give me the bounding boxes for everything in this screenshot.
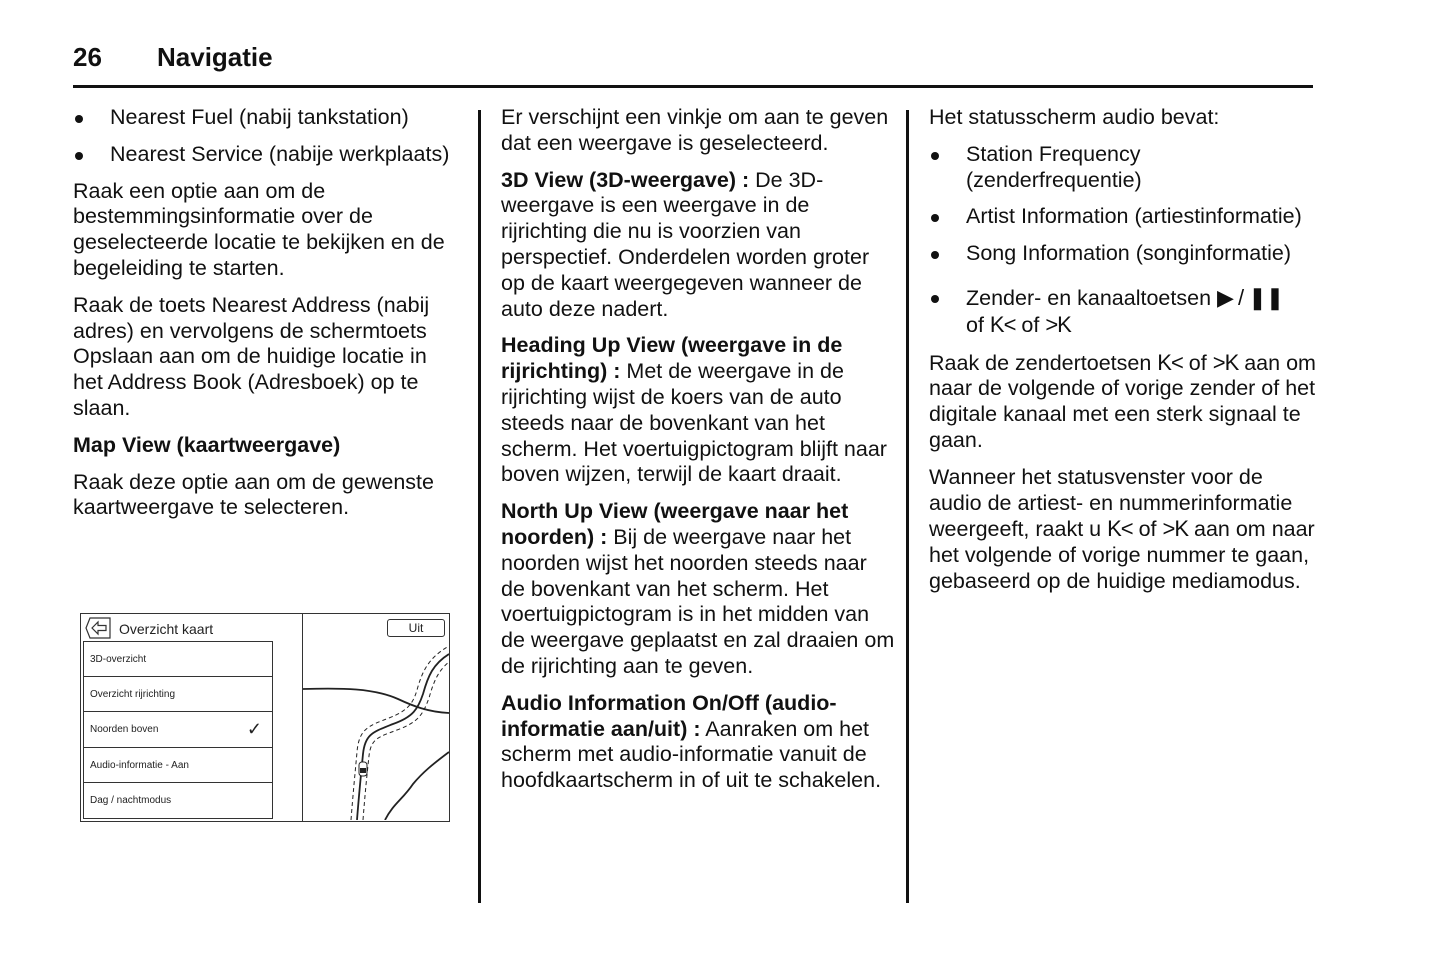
list-item: Song Information (songinformatie) — [929, 241, 1319, 267]
checkmark-icon: ✓ — [246, 719, 262, 739]
map-roads-illustration — [303, 614, 449, 820]
definition-north-up: North Up View (weergave naar het noorden) : Bij de weergave naar het noorden wijst het noorden steeds naar de bovenkant van het scherm. Het voertuigpictogram is in het midden van de weergave geplaatst en zal draaien om de rijrichting aan te geven. — [501, 499, 895, 678]
list-item: Zender- en kanaaltoetsen ▶ / ❚❚ of K< of >K — [929, 285, 1319, 339]
column-divider — [906, 110, 909, 903]
route-road — [357, 654, 449, 820]
bullet-list — [73, 105, 458, 168]
map-preview — [303, 614, 449, 820]
screen-menu-panel — [81, 614, 303, 821]
seek-forward-icon: >K — [1212, 349, 1239, 375]
map-view-screen-illustration — [80, 613, 450, 822]
vehicle-icon — [359, 762, 367, 776]
paragraph: Wanneer het statusvenster voor de audio de artiest- en nummerinformatie weergeeft, raakt u K< of >K aan om naar het volgende of vorige nummer te gaan, gebaseerd op de huidige mediamodus. — [929, 464, 1315, 593]
seek-forward-icon: >K — [1045, 311, 1071, 337]
list-item: Station Frequency (zenderfrequentie) — [929, 142, 1319, 194]
bullet-list — [929, 142, 1319, 339]
bullet-icon — [75, 115, 83, 123]
middle-column — [501, 105, 896, 805]
road-horizontal — [303, 689, 449, 713]
term: Heading Up View (weergave in de rijrichting) : — [501, 333, 843, 384]
road-lower — [385, 752, 449, 820]
menu-item-heading-up[interactable]: Overzicht rijrichting — [83, 677, 273, 713]
menu-item-audio-info[interactable]: Audio-informatie - Aan — [83, 748, 273, 784]
paragraph: Raak de toets Nearest Address (nabij adres) en vervolgens de schermtoets Opslaan aan om de huidige locatie in het Address Book (Adresboek) op te slaan. — [73, 292, 430, 420]
definition-audio-info: Audio Information On/Off (audio-informatie aan/uit) : Aanraken om het scherm met audio-informatie vanuit de hoofdkaartscherm in of uit te schakelen. — [501, 690, 882, 793]
seek-back-icon: K< — [989, 311, 1016, 337]
page-number: 26 — [73, 42, 102, 72]
subheading: Map View (kaartweergave) — [73, 432, 341, 457]
bullet-icon — [931, 152, 939, 160]
bullet-icon — [931, 295, 939, 303]
seek-back-icon: K< — [1107, 516, 1133, 542]
menu-item-3d-view[interactable]: 3D-overzicht — [83, 641, 273, 677]
off-button[interactable]: Uit — [387, 619, 445, 637]
definition-heading-up: Heading Up View (weergave in de rijrichting) : Met de weergave in de rijrichting wijst de koers van de auto steeds naar de bovenkant van het scherm. Het voertuigpictogram blijft naar boven wijzen, terwijl de kaart draait. — [501, 333, 887, 487]
back-arrow-icon[interactable] — [85, 617, 111, 639]
menu-item-day-night[interactable]: Dag / nachtmodus — [83, 783, 273, 819]
paragraph: Raak de zendertoetsen K< of >K aan om naar de volgende of vorige zender of het digitale kanaal met een sterk signaal te gaan. — [929, 349, 1316, 452]
right-column — [929, 105, 1319, 606]
term: 3D View (3D-weergave) : — [501, 167, 750, 192]
map-view-options — [83, 641, 273, 819]
page-header — [73, 40, 1313, 88]
menu-item-north-up[interactable]: Noorden boven ✓ — [83, 712, 273, 748]
play-pause-icon: ▶ / ❚❚ — [1217, 284, 1284, 310]
term: Audio Information On/Off (audio-informatie aan/uit) : — [501, 690, 837, 741]
left-column — [73, 105, 458, 532]
column-divider — [478, 110, 481, 903]
bullet-icon — [75, 152, 83, 160]
section-title: Navigatie — [157, 42, 273, 72]
screen-titlebar — [83, 616, 301, 640]
route-dash-right — [363, 662, 449, 820]
seek-back-icon: K< — [1157, 349, 1183, 375]
bullet-icon — [931, 251, 939, 259]
paragraph: Raak een optie aan om de bestemmingsinformatie over de geselecteerde locatie te bekijken en de begeleiding te starten. — [73, 178, 445, 280]
list-item: Nearest Service (nabije werkplaats) — [73, 142, 458, 168]
bullet-icon — [931, 214, 939, 222]
definition-3d-view: 3D View (3D-weergave) : De 3D-weergave is een weergave in de rijrichting die nu is voorzien van perspectief. Onderdelen worden groter op de kaart weergegeven wanneer de auto deze nadert. — [501, 167, 870, 321]
paragraph: Raak deze optie aan om de gewenste kaartweergave te selecteren. — [73, 469, 434, 520]
paragraph: Er verschijnt een vinkje om aan te geven dat een weergave is geselecteerd. — [501, 105, 889, 155]
paragraph: Het statusscherm audio bevat: — [929, 105, 1220, 129]
route-dash-left — [351, 646, 449, 820]
header-rule — [73, 85, 1313, 88]
term: North Up View (weergave naar het noorden) : — [501, 499, 849, 549]
seek-forward-icon: >K — [1162, 516, 1189, 542]
list-item: Artist Information (artiestinformatie) — [929, 204, 1319, 230]
screen-title: Overzicht kaart — [119, 621, 214, 637]
list-item: Nearest Fuel (nabij tankstation) — [73, 105, 458, 131]
